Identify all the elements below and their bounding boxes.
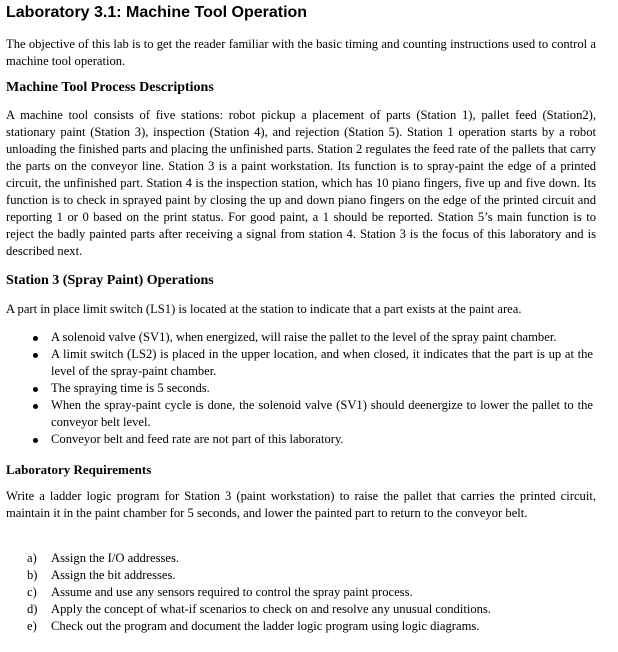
list-item: c) Assume and use any sensors required to control the spray paint process. [27, 585, 413, 599]
list-item: a) Assign the I/O addresses. [27, 551, 180, 565]
list-item: A limit switch (LS2) is placed in the upper location, and when closed, it indicates that the part is up at the level of the spray-paint chamber. [0, 346, 593, 380]
list-marker: a) [27, 551, 37, 565]
bullet-icon [33, 387, 38, 392]
list-item: e) Check out the program and document the ladder logic program using logic diagrams. [27, 619, 480, 633]
bullet-icon [33, 336, 38, 341]
station3-intro-paragraph: A part in place limit switch (LS1) is located at the station to indicate that a part exists at the paint area. [6, 302, 522, 316]
bullet-icon [33, 438, 38, 443]
list-item: d) Apply the concept of what-if scenarios to check on and resolve any unusual conditions. [27, 602, 491, 616]
section-heading-station3: Station 3 (Spray Paint) Operations [6, 273, 214, 288]
lab-requirements-paragraph: Write a ladder logic program for Station 3 (paint workstation) to raise the pallet that carries the printed circuit, maintain it in the paint chamber for 5 seconds, and lower the painted part to return to the conveyor belt. [6, 489, 596, 520]
objective-paragraph: The objective of this lab is to get the reader familiar with the basic timing and counting instructions used to control a machine tool operation. [6, 37, 596, 68]
list-item: When the spray-paint cycle is done, the solenoid valve (SV1) should deenergize to lower the pallet to the conveyor belt level. [0, 397, 593, 431]
bullet-icon [33, 353, 38, 358]
list-marker: e) [27, 619, 37, 633]
list-item: b) Assign the bit addresses. [27, 568, 176, 582]
list-item: A solenoid valve (SV1), when energized, will raise the pallet to the level of the spray paint chamber. [0, 329, 593, 346]
requirements-list [0, 550, 618, 635]
station3-bullet-list [0, 329, 618, 448]
bullet-icon [33, 404, 38, 409]
section-heading-lab-requirements: Laboratory Requirements [6, 462, 152, 477]
list-marker: b) [27, 568, 38, 582]
section-heading-process-descriptions: Machine Tool Process Descriptions [6, 80, 214, 95]
process-description-paragraph: A machine tool consists of five stations: robot pickup a placement of parts (Station 1), pallet feed (Station2), stationary paint (Station 3), inspection (Station 4), and rejection (Station 5). Station 1 operation starts by a robot unloading the finished parts and placing the unfinished parts. Station 2 regulates the feed rate of the pallets that carry the parts on the conveyor line. Station 3 is a paint workstation. Its function is to spray-paint the edge of a printed circuit, the unfinished part. Station 4 is the inspection station, which has 10 piano fingers, five up and five down. Its function is to check in sprayed paint by closing the up and down piano fingers on the edge of the printed circuit and reporting 1 or 0 based on the print status. For good paint, a 1 should be reported. Station 5’s main function is to reject the badly painted parts after receiving a signal from station 4. Station 3 is the focus of this laboratory and is described next. [6, 108, 596, 258]
list-marker: c) [27, 585, 37, 599]
list-item: Conveyor belt and feed rate are not part of this laboratory. [0, 431, 593, 448]
list-marker: d) [27, 602, 38, 616]
page-title: Laboratory 3.1: Machine Tool Operation [6, 4, 308, 21]
list-item: The spraying time is 5 seconds. [0, 380, 593, 397]
